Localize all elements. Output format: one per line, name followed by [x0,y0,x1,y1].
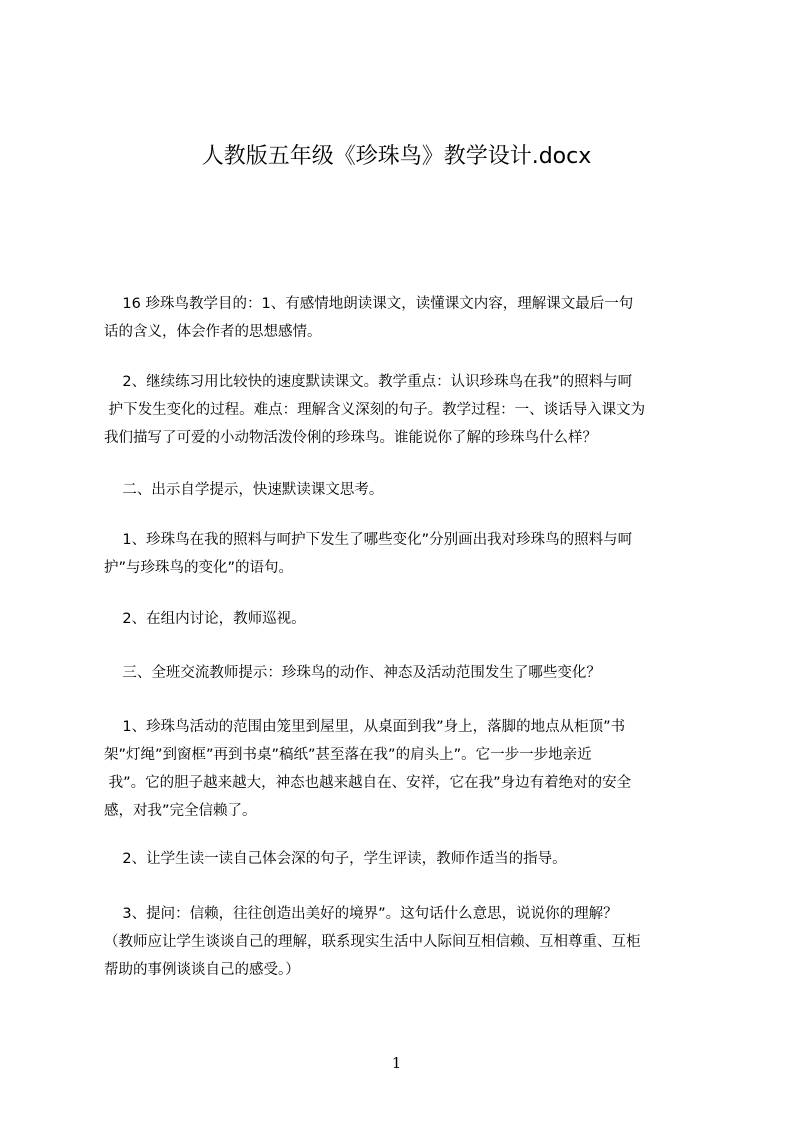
text-line: 2、继续练习用比较快的速度默读课文。教学重点：认识珍珠鸟在我”的照料与呵 [104,374,633,390]
text-line: 1、珍珠鸟在我的照料与呵护下发生了哪些变化”分别画出我对珍珠鸟的照料与呵 [104,532,633,548]
text-line: 我”。它的胆子越来越大，神态也越来越自在、安祥，它在我”身边有着绝对的安全 [104,775,632,791]
text-line: 帮助的事例谈谈自己的感受。） [104,962,300,978]
text-line: （教师应让学生谈谈自己的理解，联系现实生活中人际间互相信赖、互相尊重、互柜 [104,934,641,950]
page-number: 1 [391,1054,402,1072]
paragraph-activity-range [104,713,696,825]
text-line: 16 珍珠鸟教学目的：1、有感情地朗读课文，读懂课文内容，理解课文最后一句 [104,296,634,312]
text-line: 2、在组内讨论，教师巡视。 [104,611,306,627]
text-line: 架”灯绳”到窗框”再到书桌”稿纸”甚至落在我”的肩头上”。它一步一步地亲近 [104,747,592,763]
text-line: 二、出示自学提示，快速默读课文思考。 [104,482,384,498]
text-line: 感，对我”完全信赖了。 [104,803,257,819]
text-line: 护下发生变化的过程。难点：理解含义深刻的句子。教学过程：一、谈话导入课文为 [104,402,646,418]
text-line: 我们描写了可爱的小动物活泼伶俐的珍珠鸟。谁能说你了解的珍珠鸟什么样？ [104,430,597,446]
paragraph-objectives [104,290,696,346]
text-line: 3、提问：信赖，往往创造出美好的境界”。这句话什么意思，说说你的理解？ [104,906,618,922]
paragraph-group-discussion [104,605,696,633]
paragraph-self-study [104,476,696,504]
paragraph-reading [104,845,696,873]
text-line: 护”与珍珠鸟的变化”的语句。 [104,560,294,576]
text-line: 2、让学生读一读自己体会深的句子，学生评读，教师作适当的指导。 [104,851,567,867]
paragraph-changes [104,526,696,582]
text-line: 1、珍珠鸟活动的范围由笼里到屋里，从桌面到我”身上，落脚的地点从柜顶”书 [104,719,626,735]
text-line: 话的含义，体会作者的思想感情。 [104,324,322,340]
paragraph-class-exchange [104,659,696,687]
document-title: 人教版五年级《珍珠鸟》教学设计.docx [201,144,592,169]
paragraph-key-points [104,368,696,452]
paragraph-question [104,900,696,984]
text-line: 三、全班交流教师提示：珍珠鸟的动作、神态及活动范围发生了哪些变化？ [104,665,601,681]
